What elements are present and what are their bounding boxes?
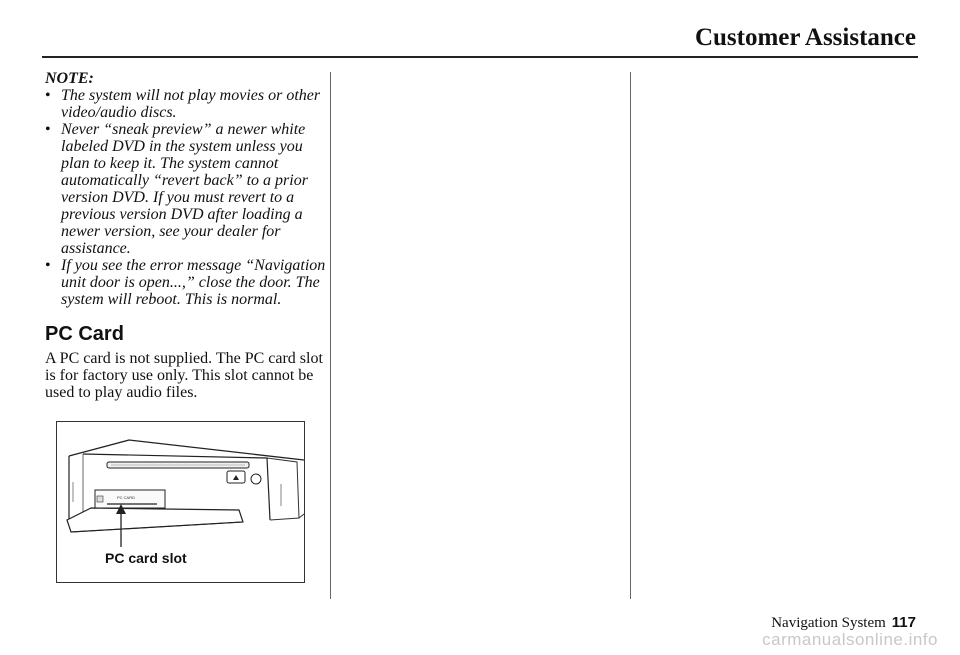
- pc-card-figure: [56, 421, 305, 583]
- pc-card-body: A PC card is not supplied. The PC card slot is for factory use only. This slot cannot be used to play audio files.: [45, 350, 323, 401]
- footer-title: Navigation System: [771, 615, 886, 631]
- page-title: Customer Assistance: [694, 24, 916, 51]
- page-number: 117: [891, 614, 916, 631]
- bullet: •: [45, 87, 51, 104]
- list-item: [45, 257, 327, 308]
- figure-label: PC card slot: [105, 550, 187, 566]
- bullet: •: [45, 257, 51, 274]
- slot-label: PC CARD: [117, 495, 136, 500]
- column-divider-1: [330, 72, 331, 599]
- column-divider-2: [630, 72, 631, 599]
- note-item-text: If you see the error message “Navigation unit door is open...,” close the door. The system will reboot. This is normal.: [61, 257, 326, 308]
- watermark: carmanualsonline.info: [762, 630, 938, 649]
- note-item-text: The system will not play movies or other video/audio discs.: [61, 87, 321, 121]
- left-column: [45, 70, 327, 401]
- bullet: •: [45, 121, 51, 138]
- header-rule: [42, 56, 918, 58]
- section-heading-pc-card: PC Card: [45, 323, 124, 345]
- note-item-text: Never “sneak preview” a newer white labeled DVD in the system unless you plan to keep it. The system cannot automatically “revert back” to a prior version DVD. If you must revert to a previous version DVD after loading a newer version, see your dealer for assistance.: [61, 121, 308, 257]
- note-list: [45, 87, 327, 308]
- list-item: [45, 121, 327, 257]
- list-item: [45, 87, 327, 121]
- note-heading: NOTE:: [45, 70, 94, 87]
